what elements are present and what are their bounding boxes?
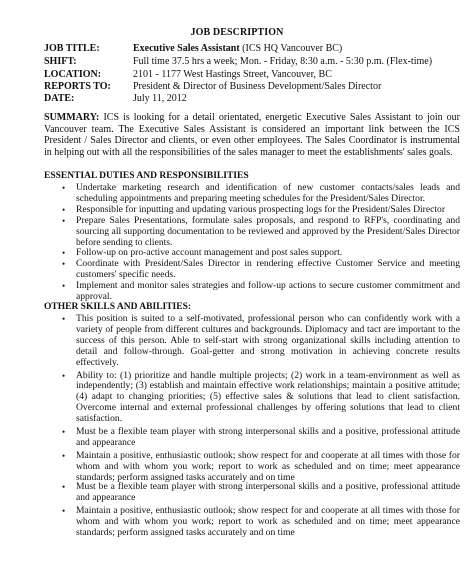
header-label: LOCATION:: [44, 69, 102, 80]
list-item-text: Coordinate with President/Sales Director in rendering effective Customer Service and meeting customers' specific needs.: [76, 258, 460, 281]
duties-heading: ESSENTIAL DUTIES AND RESPONSIBILITIES: [44, 171, 249, 181]
bullet-icon: •: [62, 505, 66, 516]
list-item: [62, 371, 460, 426]
bullet-icon: •: [62, 427, 66, 438]
list-item: [62, 451, 460, 484]
header-label: REPORTS TO:: [44, 81, 111, 92]
list-item: [62, 281, 460, 303]
header-row-job-title: [44, 43, 460, 55]
summary-label: SUMMARY:: [44, 112, 100, 123]
bullet-icon: •: [62, 204, 66, 215]
bullet-icon: •: [62, 314, 66, 324]
list-item: [62, 427, 460, 449]
list-item-text: Follow-up on pro-active account management and post sales support.: [76, 247, 343, 259]
list-item-text: Maintain a positive, enthusiastic outlook; show respect for and cooperate at all times with those for whom and with whom you work; report to work as scheduled and on time; meet appearance standards; perform assigned tasks accurately and on time: [76, 504, 460, 538]
list-item-text: Maintain a positive, enthusiastic outlook; show respect for and cooperate at all times with those for whom and with whom you work; report to work as scheduled and on time; meet appearance standards; perform assigned tasks accurately and on time: [76, 449, 460, 483]
bullet-icon: •: [62, 183, 66, 193]
skills-heading: OTHER SKILLS AND ABILITIES:: [44, 302, 192, 312]
list-item: [62, 314, 460, 369]
list-item: [62, 183, 460, 205]
list-item: [62, 506, 460, 539]
list-item-text: Prepare Sales Presentations, formulate sales proposals, and respond to RFP's, coordinating and sourcing all supporting documentation to be reviewed and approved by the President/Sales Director before sending to clients.: [76, 214, 460, 248]
skills-list-repeat: [62, 482, 460, 539]
bullet-icon: •: [62, 450, 66, 461]
header-row-reports-to: [44, 81, 460, 93]
duties-list: [62, 183, 460, 303]
bullet-icon: •: [62, 215, 66, 226]
header-row-location: [44, 69, 460, 81]
summary-paragraph: [44, 112, 460, 158]
bullet-icon: •: [62, 370, 66, 381]
header-value: Full time 37.5 hrs a week; Mon. - Friday, 8:30 a.m. - 5:30 p.m. (Flex-time): [133, 56, 433, 67]
bullet-icon: •: [62, 281, 66, 292]
skills-list: [62, 314, 460, 484]
header-label: JOB TITLE:: [44, 43, 100, 54]
list-item-text: Must be a flexible team player with strong interpersonal skills and a positive, professional attitude and appearance: [76, 481, 460, 503]
list-item: [62, 216, 460, 249]
header-value: President & Director of Business Development/Sales Director: [133, 81, 382, 92]
list-item: [62, 259, 460, 281]
header-value: [133, 43, 342, 55]
document-title: JOB DESCRIPTION: [190, 27, 284, 38]
header-row-date: [44, 93, 460, 105]
bullet-icon: •: [62, 482, 66, 492]
list-item-text: Ability to: (1) prioritize and handle multiple projects; (2) work in a team-environment as well as independently; (3) establish and maintain effective work relationships; maintain a positive attitude; (4) adapt to changing priorities; (5) effective sales & solutions that lead to client satisfaction. Overcome internal and external professional challenges by offering solutions that lead to client satisfaction.: [76, 369, 460, 425]
header-row-shift: [44, 56, 460, 68]
summary-text: ICS is looking for a detail orientated, energetic Executive Sales Assistant to join our Vancouver team. The Executive Sales Assistant is considered an important link between the ICS President / Sales Director and clients, or even other employees. The Sales Coordinator is instrumental in helping out with all the responsibilities of the sales manager to meet the establishments' sales goals.: [44, 112, 460, 158]
header-value: 2101 - 1177 West Hastings Street, Vancouver, BC: [133, 69, 332, 80]
job-title-bold: Executive Sales Assistant: [133, 43, 240, 54]
header-label: SHIFT:: [44, 56, 77, 67]
list-item-text: Implement and monitor sales strategies and follow-up actions to secure customer commitment and approval.: [76, 280, 460, 303]
job-title-rest: (ICS HQ Vancouver BC): [239, 43, 343, 54]
header-label: DATE:: [44, 93, 75, 104]
list-item-text: Must be a flexible team player with strong interpersonal skills and a positive, professional attitude and appearance: [76, 426, 460, 448]
header-value: July 11, 2012: [133, 93, 187, 104]
list-item-text: Responsible for inputting and updating various prospecting logs for the President/Sales Director: [76, 203, 446, 215]
bullet-icon: •: [62, 248, 66, 259]
list-item-text: This position is suited to a self-motivated, professional person who can confidently work with a variety of people from different cultures and backgrounds. Diplomacy and tact are important to the success of this person. Able to self-start with strong organizational skills including attention to detail and follow-through. Goal-getter and strong motivation in achieving concrete results effectively.: [76, 313, 460, 368]
list-item-text: Undertake marketing research and identification of new customer contacts/sales leads and scheduling appointments and preparing meeting schedules for the President/Sales Director.: [76, 182, 460, 204]
bullet-icon: •: [62, 259, 66, 270]
list-item: [62, 482, 460, 504]
